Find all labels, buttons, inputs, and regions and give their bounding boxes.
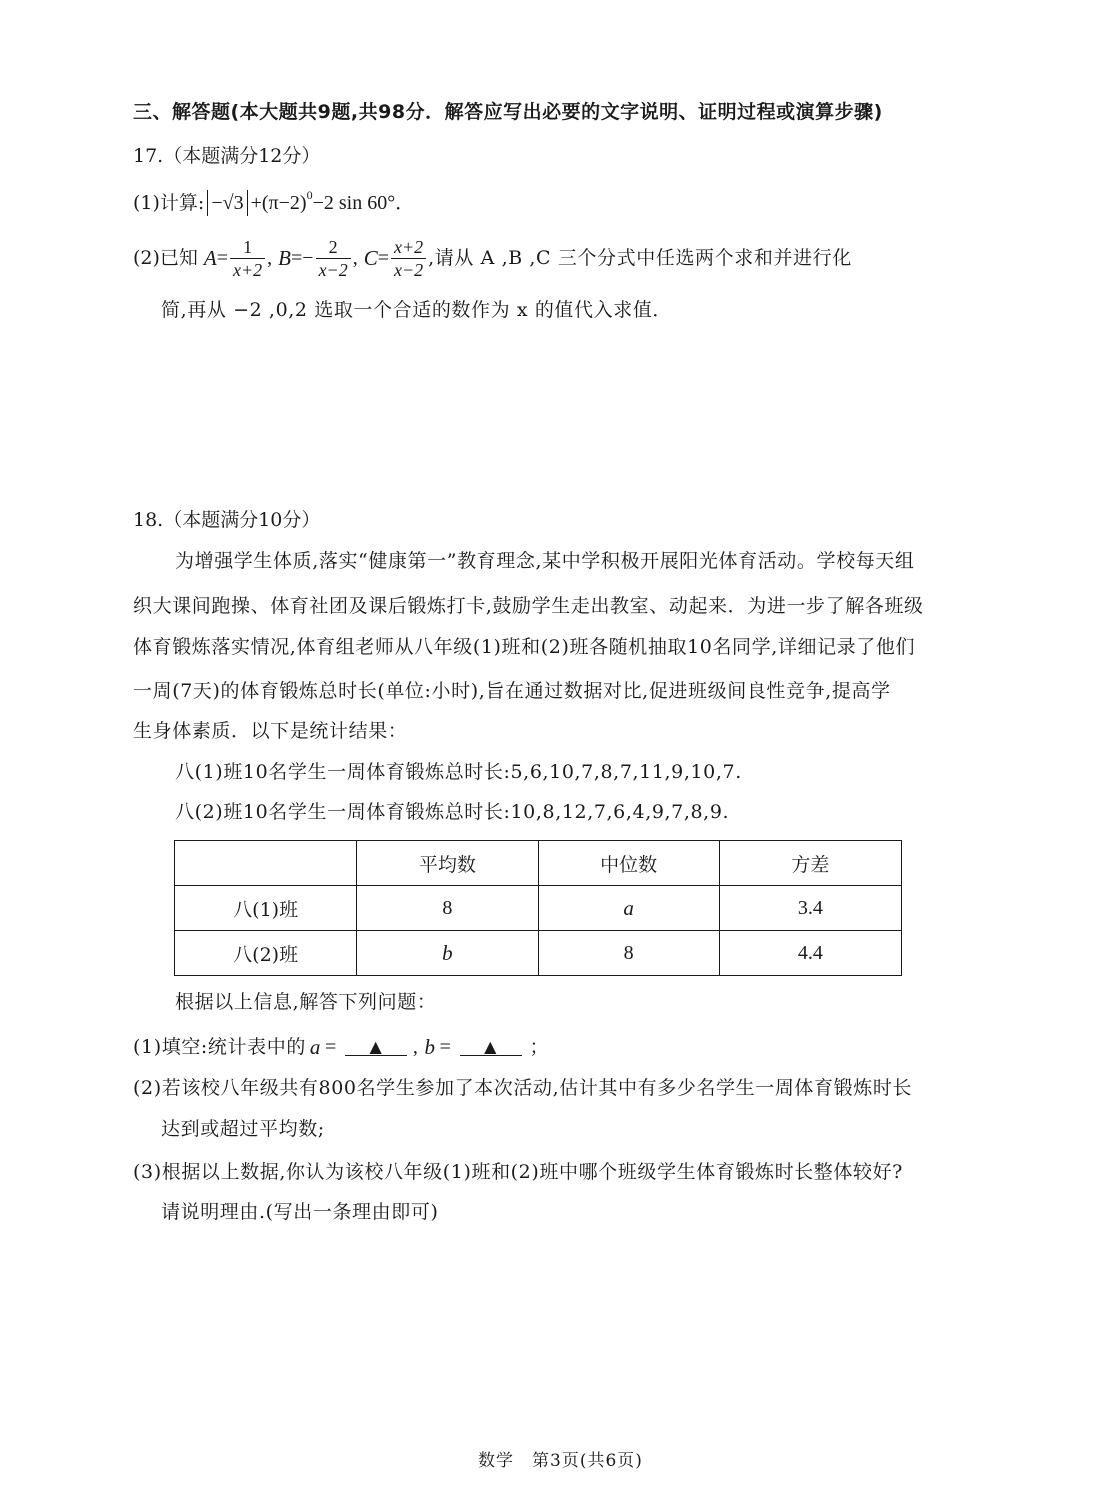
q18-sub1-end: ； — [529, 1035, 550, 1058]
q18-sub1: (1)填空:统计表中的 a = ▲ , b = ▲ ； — [133, 1034, 550, 1059]
fraction-B — [316, 238, 351, 279]
fraction-A-numerator: 1 — [230, 238, 265, 259]
page-footer: 数学 第3页(共6页) — [478, 1451, 643, 1471]
q18-header: 18.（本题满分10分） — [133, 509, 321, 531]
q18-para-line-2: 织大课间跑操、体育社团及课后锻炼打卡,鼓励学生走出教室、动起来．为进一步了解各班级 — [133, 595, 924, 617]
fraction-C — [391, 238, 426, 279]
table-cell: 八(2)班 — [175, 931, 357, 976]
fraction-C-denominator: x−2 — [394, 259, 424, 280]
q17-part2-line1: (2)已知 A = $\frac{1}{x+2}$ , B = − $\frac{2}{x-2}$ , C = $\frac{x+2}{x-2}$ ,请从 A ,B ,C 三个分式中任选两个求和并进行化 — [133, 236, 852, 280]
var-C: C — [363, 245, 378, 270]
q17-header: 17.（本题满分12分） — [133, 145, 321, 167]
class1-data: 八(1)班10名学生一周体育锻炼总时长:5,6,10,7,8,7,11,9,10,7. — [175, 761, 742, 783]
table-header-cell — [175, 841, 357, 886]
class2-data: 八(2)班10名学生一周体育锻炼总时长:10,8,12,7,6,4,9,7,8,9. — [175, 801, 730, 823]
fraction-B-sign: − — [302, 247, 314, 269]
fraction-A — [230, 238, 265, 279]
blank-b: ▲ — [460, 1038, 522, 1057]
table-header-cell: 中位数 — [538, 841, 719, 886]
table-cell: 8 — [538, 931, 719, 976]
abs-bar-left — [207, 190, 208, 216]
table-header-cell: 方差 — [719, 841, 901, 886]
q18-sub3-line1: (3)根据以上数据,你认为该校八年级(1)班和(2)班中哪个班级学生体育锻炼时长整体较好? — [133, 1161, 903, 1183]
q17-part1-expr-a: −√3 — [211, 192, 244, 214]
q18-para-line-3: 体育锻炼落实情况,体育组老师从八年级(1)班和(2)班各随机抽取10名同学,详细记录了他们 — [133, 636, 916, 658]
q17-part2-line2: 简,再从 −2 ,0,2 选取一个合适的数作为 x 的值代入求值． — [161, 299, 673, 321]
blank-a: ▲ — [345, 1038, 407, 1057]
table-cell: 4.4 — [719, 931, 901, 976]
table-cell: 8 — [357, 886, 538, 931]
table-header-cell: 平均数 — [357, 841, 538, 886]
q18-para-line-4: 一周(7天)的体育锻炼总时长(单位:小时),旨在通过数据对比,促进班级间良性竞争,提高学 — [133, 680, 891, 702]
q17-part1-expr-b: +(π−2) — [250, 192, 307, 214]
q18-sub2-line1: (2)若该校八年级共有800名学生参加了本次活动,估计其中有多少名学生一周体育锻炼时长 — [133, 1077, 913, 1099]
blank-b-var: b — [424, 1034, 436, 1059]
q17-part2-label: (2)已知 — [133, 246, 198, 269]
q17-part1-label: (1)计算: — [133, 191, 205, 214]
q18-para-line-1: 为增强学生体质,落实“健康第一”教育理念,某中学积极开展阳光体育活动。学校每天组 — [175, 550, 915, 572]
q17-part1-end: ． — [395, 191, 415, 214]
table-row — [175, 931, 902, 976]
q17-part1 — [133, 188, 414, 218]
table-cell: b — [357, 931, 538, 976]
table-cell: a — [538, 886, 719, 931]
fraction-B-numerator: 2 — [316, 238, 351, 259]
q18-para-line-5: 生身体素质．以下是统计结果： — [133, 720, 408, 742]
q17-part2-tail: ,请从 A ,B ,C 三个分式中任选两个求和并进行化 — [428, 246, 852, 269]
var-A: A — [203, 245, 217, 270]
q18-sub1-label: (1)填空:统计表中的 — [133, 1035, 306, 1058]
table-cell: 3.4 — [719, 886, 901, 931]
fraction-A-denominator: x+2 — [233, 259, 263, 280]
q18-prompt: 根据以上信息,解答下列问题： — [175, 991, 437, 1013]
fraction-B-denominator: x−2 — [318, 259, 348, 280]
q17-part1-exponent: 0 — [306, 188, 313, 202]
table-row — [175, 886, 902, 931]
q17-part1-expr-c: −2 sin 60° — [312, 192, 396, 214]
abs-bar-right — [247, 190, 248, 216]
var-B: B — [278, 245, 291, 270]
q18-sub2-line2: 达到或超过平均数; — [161, 1118, 325, 1140]
blank-a-var: a — [309, 1034, 322, 1059]
table-header-row — [175, 841, 902, 886]
section-heading: 三、解答题(本大题共9题,共98分．解答应写出必要的文字说明、证明过程或演算步骤) — [133, 101, 883, 123]
q18-sub3-line2: 请说明理由.(写出一条理由即可) — [161, 1201, 439, 1223]
table-cell: 八(1)班 — [175, 886, 357, 931]
stats-table — [174, 840, 902, 976]
fraction-C-numerator: x+2 — [391, 238, 426, 259]
